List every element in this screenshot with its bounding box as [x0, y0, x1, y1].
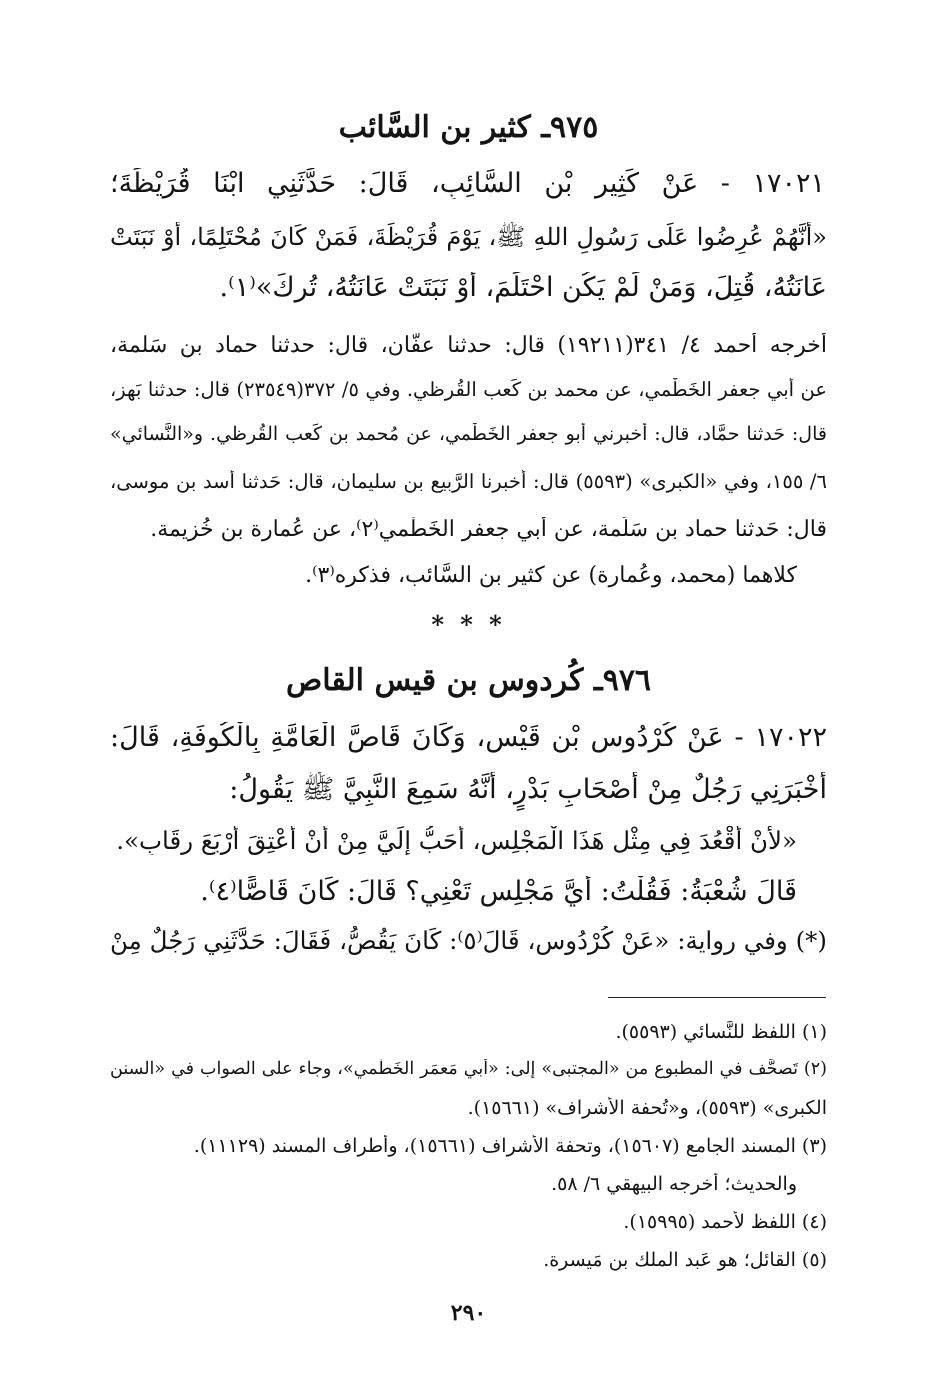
section-title-975: ٩٧٥ـ كثير بن السَّائب	[338, 110, 599, 145]
footnote-5: (٥) القائل؛ هو عَبد الملك بن مَيسرة.	[543, 1249, 827, 1271]
footnote-4: (٤) اللفظ لأَحمد (١٥٩٩٥).	[623, 1211, 827, 1233]
hadith-17021-line-3: عَانَتُهُ، قُتِلَ، وَمَنْ لَمْ يَكُنِ احْتَلَمَ، أَوْ نَبَتَتْ عَانَتُهُ، تُرِكَ»⁽١⁾.	[219, 272, 827, 303]
footnote-1: (١) اللفظ للنَّسائي (٥٥٩٣).	[615, 1021, 827, 1043]
footnote-2-line-2: الكبرى» (٥٥٩٣)، و«تُحفة الأَشراف» (١٥٦٦١).	[467, 1097, 827, 1119]
hadith-17022-line-2: أَخْبَرَنِي رَجُلٌ مِنْ أَصْحَابِ بَدْرٍ، أَنَّهُ سَمِعَ النَّبِيَّ ﷺ يَقُولُ:	[229, 774, 827, 805]
hadith-17022-line-4: قَالَ شُعْبَةُ: فَقُلْتُ: أَيَّ مَجْلِسٍ تَعْنِي؟ قَالَ: كَانَ قَاصًّا⁽٤⁾.	[200, 876, 797, 907]
hadith-17022-line-3: «لأَنْ أَقْعُدَ فِي مِثْلِ هَذَا الْمَجْلِسِ، أَحَبُّ إِلَيَّ مِنْ أَنْ أُعْتِقَ أَرْبَعَ رِقَابٍ».	[116, 826, 797, 855]
takhrij-line-6: كلاهما (محمد، وعُمارة) عن كثير بن السَّائب، فذكره⁽٣⁾.	[305, 563, 797, 588]
hadith-17022-line-5: (*) وفي رواية: «عَنْ كُرْدُوسٍ، قَالَ⁽٥⁾: كَانَ يَقُصُّ، فَقَالَ: حَدَّثَنِي رَجُلٌ مِنْ	[110, 926, 827, 955]
section-separator: * * *	[431, 610, 506, 639]
takhrij-line-3: قال: حَدثنا حمَّاد، قال: أَخبرني أَبو جعفر الخَطْمي، عن مُحمد بن كَعب القُرظي. و«النَّسائي»	[110, 423, 827, 445]
footnote-3-continuation: والحديث؛ أَخرجه البيهقي ٦/ ٥٨.	[551, 1173, 797, 1195]
footnote-separator	[608, 997, 826, 998]
footnote-2-line-1: (٢) تَصحَّف في المطبوع من «المجتبى» إِلى: «أَبي مَعمَر الخَطْمي»، وجاء على الصواب في «السنن	[110, 1059, 827, 1079]
section-title-976: ٩٧٦ـ كُردوس بن قيس القاص	[285, 663, 652, 698]
page-number: ٢٩٠	[450, 1300, 487, 1326]
takhrij-line-1: أخرجه أحمد ٤/ ٣٤١(١٩٢١١) قال: حدثنا عفَّان، قال: حدثنا حماد بن سَلمة،	[110, 333, 827, 358]
hadith-17021-line-1: ١٧٠٢١ - عَنْ كَثِيرِ بْنِ السَّائِبِ، قَالَ: حَدَّثَنِي ابْنَا قُرَيْظَةَ؛	[110, 168, 825, 199]
takhrij-line-4: ٦/ ١٥٥، وفي «الكبرى» (٥٥٩٣) قال: أَخبرنا الرَّبيع بن سليمان، قال: حَدثنا أَسد بن موسى،	[110, 470, 827, 493]
hadith-17021-line-2: «أَنَّهُمْ عُرِضُوا عَلَى رَسُولِ اللهِ ﷺ، يَوْمَ قُرَيْظَةَ، فَمَنْ كَانَ مُحْتَلِمًا، أَوْ نَبَتَتْ	[110, 223, 827, 251]
footnote-3: (٣) المسند الجامع (١٥٦٠٧)، وتحفة الأَشراف (١٥٦٦١)، وأَطراف المسند (١١١٢٩).	[193, 1135, 827, 1157]
hadith-17022-line-1: ١٧٠٢٢ - عَنْ كُرْدُوسِ بْنِ قَيْسٍ، وَكَانَ قَاصَّ الْعَامَّةِ بِالْكُوفَةِ، قَالَ:	[110, 722, 827, 753]
takhrij-line-2: عن أَبي جعفر الخَطْمي، عن محمد بن كَعب القُرظي. وفي ٥/ ٣٧٢(٢٣٥٤٩) قال: حدثنا بَهز،	[110, 378, 827, 401]
takhrij-line-5: قال: حَدثنا حماد بن سَلَمة، عن أَبي جعفر الخَطْمي⁽٢⁾، عن عُمارة بن خُزيمة.	[150, 517, 827, 542]
